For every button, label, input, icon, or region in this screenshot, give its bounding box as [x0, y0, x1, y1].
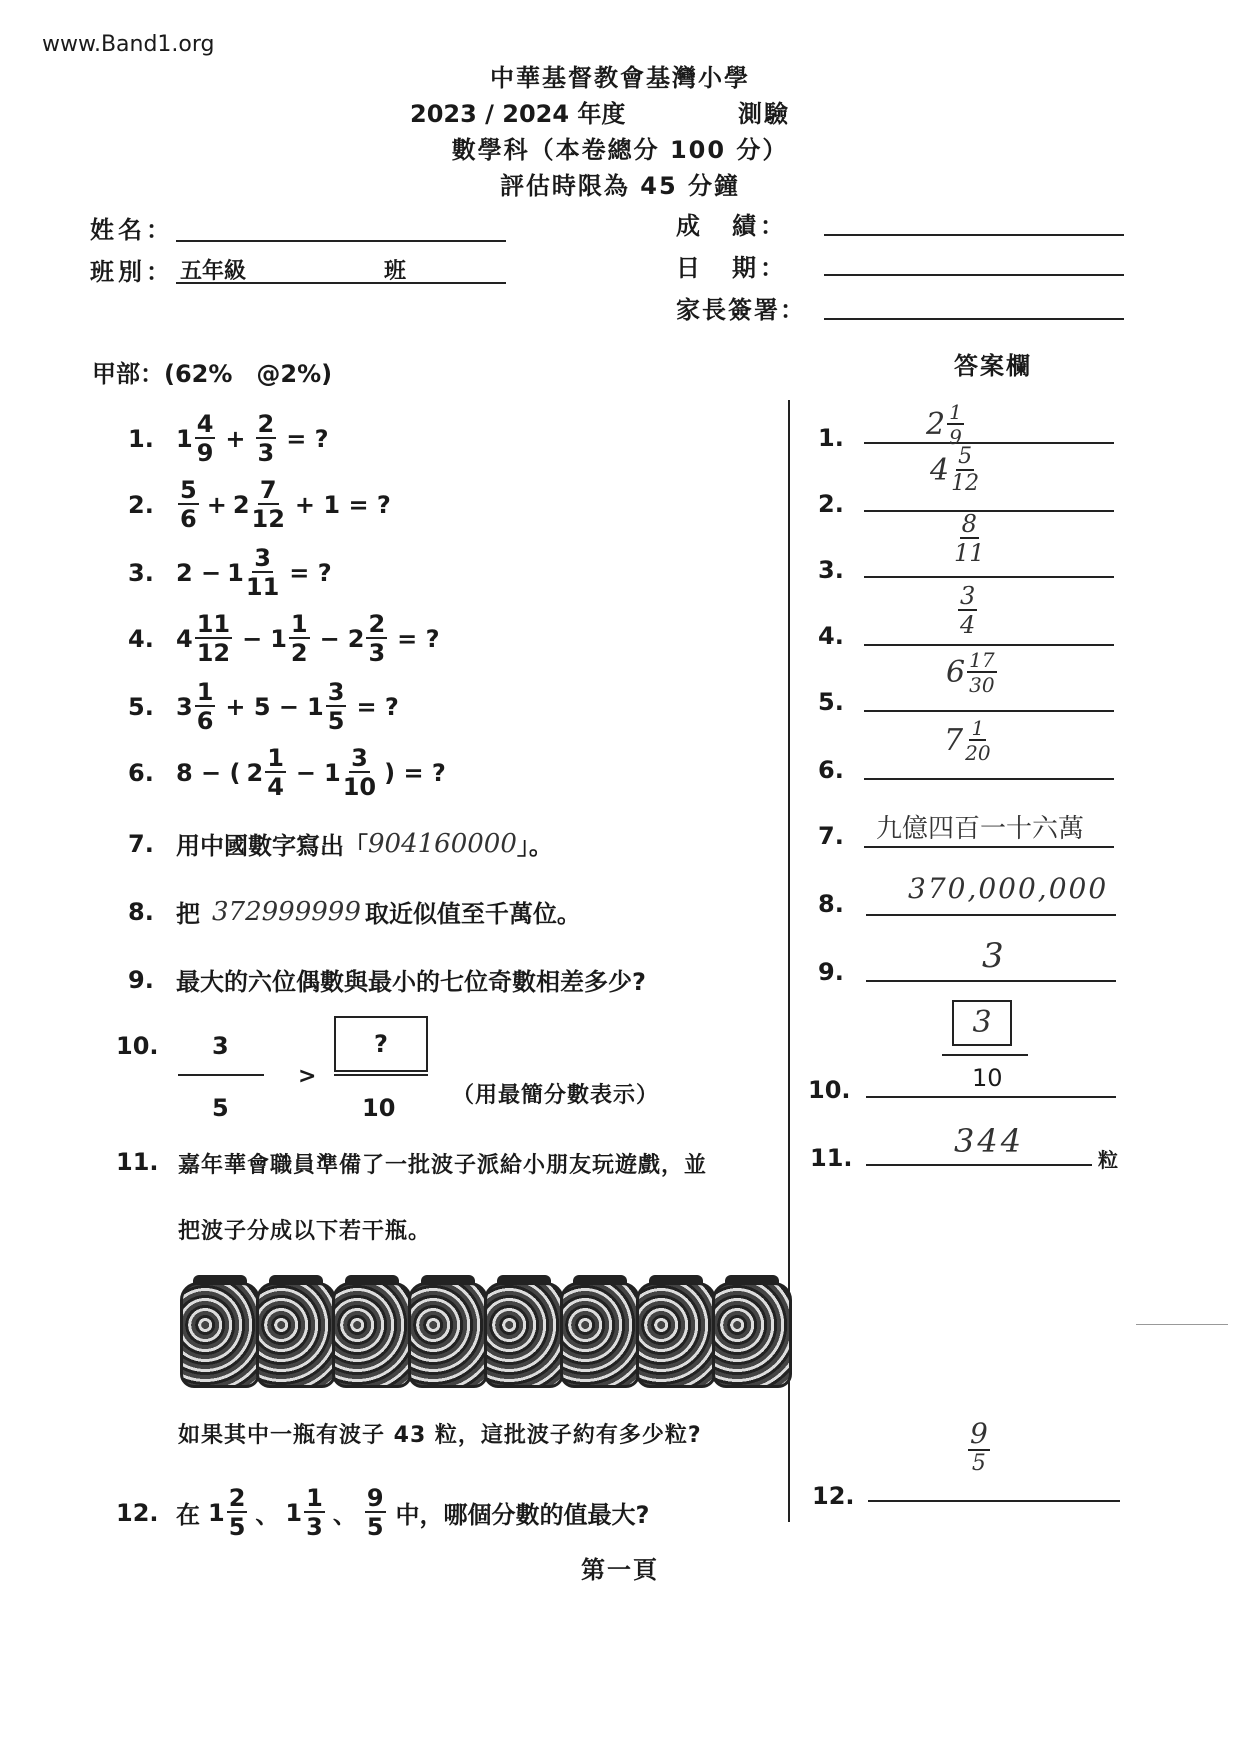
fraction: $\frac{9}{5}$ [366, 1484, 384, 1541]
marble-jar-image [484, 1282, 564, 1388]
answer-4-value: $\frac{3}{4}$ [960, 582, 976, 639]
year-line: 2023 / 2024 年度 [410, 100, 626, 128]
watermark: www.Band1.org [42, 32, 215, 57]
answer-3-field[interactable] [864, 576, 1114, 578]
q10-denominator-2: 10 [362, 1094, 396, 1122]
marble-jar-image [332, 1282, 412, 1388]
fraction: $\frac{5}{6}$ [180, 476, 197, 533]
date-label: 日 期： [676, 254, 788, 282]
fraction: $\frac{4}{9}$ [196, 410, 214, 467]
question-12: 12. 在 1 $\frac{2}{5}$ 、 1 $\frac{1}{3}$ 、 $\frac{9}{5}$ 中，哪個分數的值最大? [116, 1484, 650, 1541]
answer-2-value: 4 $\frac{5}{12}$ [930, 444, 980, 496]
answer-5-field[interactable] [864, 710, 1114, 712]
q10-fraction-bar [178, 1074, 264, 1076]
time-limit: 評估時限為 45 分鐘 [499, 172, 741, 200]
answer-6-field[interactable] [864, 778, 1114, 780]
section-title: 甲部：(62% @2%) [92, 360, 333, 388]
date-field[interactable] [824, 274, 1124, 276]
fraction: $\frac{2}{5}$ [228, 1484, 246, 1541]
fraction: $\frac{1}{6}$ [196, 678, 214, 735]
answer-11-number: 11. [810, 1144, 853, 1172]
answer-10-field[interactable] [866, 1096, 1116, 1098]
divider-mark [1136, 1324, 1228, 1325]
marble-jar-image [408, 1282, 488, 1388]
test-label: 測驗 [738, 100, 790, 128]
answer-8-number: 8. [818, 890, 844, 918]
parent-sign-label: 家長簽署： [676, 296, 806, 324]
fraction: $\frac{2}{3}$ [257, 410, 275, 467]
answer-5-number: 5. [818, 688, 844, 716]
answer-9-number: 9. [818, 958, 844, 986]
question-5: 5. 3 $\frac{1}{6}$ + 5 − 1 $\frac{3}{5}$ = ? [128, 678, 399, 735]
answer-12-number: 12. [812, 1482, 855, 1510]
answer-7-number: 7. [818, 822, 844, 850]
q11-line-3: 如果其中一瓶有波子 43 粒，這批波子約有多少粒? [178, 1423, 702, 1448]
handwritten-number: 904160000 [368, 828, 517, 859]
fraction: $\frac{3}{11}$ [245, 544, 280, 601]
q10-answer-box: ? [334, 1016, 428, 1072]
answer-5-value: 6 $\frac{17}{30}$ [946, 648, 995, 697]
q10-greater-than: > [298, 1064, 317, 1089]
name-field[interactable] [176, 240, 506, 242]
q10-fraction-bar-2 [334, 1074, 428, 1076]
answer-6-value: 7 $\frac{1}{20}$ [944, 716, 991, 765]
answer-11-field[interactable] [866, 1164, 1092, 1166]
name-label: 姓名： [90, 216, 174, 244]
fraction: $\frac{7}{12}$ [251, 476, 285, 533]
q10-numerator: 3 [212, 1032, 229, 1060]
question-7: 7. 用中國數字寫出「 904160000 」。 [128, 828, 553, 860]
answer-2-field[interactable] [864, 510, 1114, 512]
answer-8-field[interactable] [866, 914, 1116, 916]
answer-1-number: 1. [818, 424, 844, 452]
subject-line: 數學科（本卷總分 100 分） [451, 136, 789, 164]
q11-line-1: 嘉年華會職員準備了一批波子派給小朋友玩遊戲，並 [178, 1153, 708, 1178]
q11-line-2: 把波子分成以下若干瓶。 [178, 1219, 432, 1244]
marble-jar-image [180, 1282, 260, 1388]
answer-2-number: 2. [818, 490, 844, 518]
question-1: 1. 1 $\frac{4}{9}$ + $\frac{2}{3}$ = ? [128, 410, 329, 467]
class-value: 五年級 [180, 259, 247, 284]
page-footer: 第一頁 [581, 1556, 659, 1584]
answer-3-number: 3. [818, 556, 844, 584]
question-6: 6. 8 − ( 2 $\frac{1}{4}$ − 1 $\frac{3}{10}$ ) = ? [128, 744, 446, 801]
class-field[interactable] [176, 282, 506, 284]
answer-9-value: 3 [982, 936, 1004, 976]
answer-column-title: 答案欄 [954, 352, 1032, 380]
q10-note: （用最簡分數表示） [452, 1083, 660, 1108]
question-3: 3. 2 − 1 $\frac{3}{11}$ = ? [128, 544, 332, 601]
question-9: 9. 最大的六位偶數與最小的七位奇數相差多少? [128, 965, 646, 996]
answer-9-field[interactable] [866, 980, 1116, 982]
answer-8-value: 370,000,000 [908, 872, 1109, 905]
answer-4-field[interactable] [864, 644, 1114, 646]
fraction: $\frac{1}{4}$ [267, 744, 284, 801]
answer-6-number: 6. [818, 756, 844, 784]
answer-10-fraction-bar [942, 1054, 1028, 1056]
class-suffix: 班 [384, 259, 407, 284]
answer-10-number: 10. [808, 1076, 851, 1104]
answer-4-number: 4. [818, 622, 844, 650]
class-label: 班別： [90, 258, 174, 286]
answer-1-value: 2 $\frac{1}{9}$ [926, 400, 962, 449]
fraction: $\frac{11}{12}$ [196, 610, 231, 667]
answer-12-value: $\frac{9}{5}$ [970, 1417, 988, 1476]
question-4: 4. 4 $\frac{11}{12}$ − 1 $\frac{1}{2}$ − 2 $\frac{2}{3}$ = ? [128, 610, 440, 667]
answer-3-value: $\frac{8}{11}$ [954, 510, 985, 567]
question-2: 2. $\frac{5}{6}$ + 2 $\frac{7}{12}$ + 1 = ? [128, 476, 391, 533]
answer-11-value: 344 [954, 1122, 1025, 1160]
marble-jar-image [256, 1282, 336, 1388]
answer-1-field[interactable] [864, 442, 1114, 444]
fraction: $\frac{3}{5}$ [327, 678, 345, 735]
fraction: $\frac{1}{2}$ [290, 610, 308, 667]
fraction: $\frac{1}{3}$ [306, 1484, 323, 1541]
q10-denominator: 5 [212, 1094, 229, 1122]
parent-sign-field[interactable] [824, 318, 1124, 320]
score-label: 成 績： [676, 212, 788, 240]
answer-10-box: 3 [952, 1000, 1012, 1046]
question-8: 8. 把 372999999 取近似值至千萬位。 [128, 896, 581, 928]
marble-jar-image [560, 1282, 640, 1388]
answer-10-denominator: 10 [972, 1064, 1003, 1092]
answer-11-unit: 粒 [1098, 1148, 1118, 1172]
fraction: $\frac{3}{10}$ [342, 744, 377, 801]
answer-7-field[interactable] [864, 846, 1114, 848]
answer-7-value: 九億四百一十六萬 [876, 814, 1085, 844]
marble-jar-image [712, 1282, 792, 1388]
question-10-number: 10. [116, 1032, 159, 1060]
question-11-number: 11. [116, 1148, 159, 1176]
handwritten-number: 372999999 [212, 896, 361, 927]
marble-jar-image [636, 1282, 716, 1388]
fraction: $\frac{2}{3}$ [368, 610, 386, 667]
score-field[interactable] [824, 234, 1124, 236]
school-name: 中華基督教會基灣小學 [490, 64, 750, 92]
answer-12-field[interactable] [868, 1500, 1120, 1502]
